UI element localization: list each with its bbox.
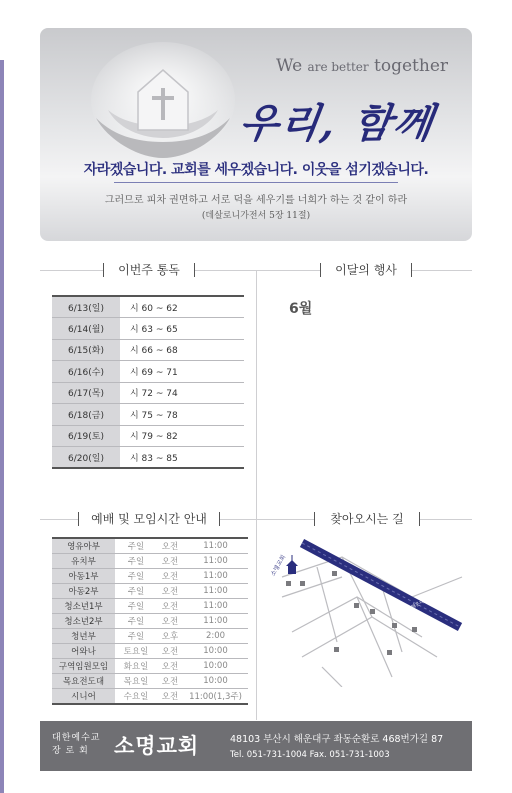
table-row (52, 447, 244, 469)
reading-day: 6/19(토) (52, 425, 120, 447)
worship-day: 수요일 (115, 689, 157, 704)
worship-dept: 유치부 (52, 553, 115, 568)
worship-time: 11:00 (183, 538, 248, 553)
worship-dept: 시니어 (52, 689, 115, 704)
worship-ampm: 오전 (157, 538, 183, 553)
denomination-line-2: 장 로 회 (52, 746, 89, 756)
worship-time: 11:00 (183, 613, 248, 628)
worship-day: 주일 (115, 613, 157, 628)
worship-day: 화요일 (115, 659, 157, 674)
worship-time: 10:00 (183, 674, 248, 689)
worship-day: 토요일 (115, 644, 157, 659)
directions-map (262, 537, 470, 687)
reading-table (52, 295, 244, 469)
table-row (52, 425, 244, 447)
table-row (52, 613, 248, 628)
slogan-middle: are better (307, 60, 369, 74)
reading-day: 6/17(목) (52, 382, 120, 404)
reading-day: 6/16(수) (52, 361, 120, 383)
table-row (52, 644, 248, 659)
worship-dept: 구역임원모임 (52, 659, 115, 674)
church-map-label: 소명교회 (269, 553, 288, 578)
worship-day: 주일 (115, 583, 157, 598)
table-row (52, 318, 244, 340)
reading-psalm: 시 83 ~ 85 (120, 447, 244, 469)
table-row (52, 553, 248, 568)
worship-dept: 청년부 (52, 629, 115, 644)
reading-day: 6/18(금) (52, 404, 120, 426)
worship-ampm: 오전 (157, 568, 183, 583)
worship-day: 주일 (115, 568, 157, 583)
worship-day: 주일 (115, 598, 157, 613)
table-row (52, 583, 248, 598)
events-month: 6월 (289, 301, 313, 317)
worship-ampm: 오전 (157, 644, 183, 659)
table-row (52, 689, 248, 704)
slogan-together: together (374, 56, 449, 76)
worship-dept: 어와나 (52, 644, 115, 659)
reading-day: 6/14(월) (52, 318, 120, 340)
reading-psalm: 시 69 ~ 71 (120, 361, 244, 383)
table-row (52, 674, 248, 689)
table-row (52, 296, 244, 318)
worship-day: 주일 (115, 629, 157, 644)
worship-day: 주일 (115, 538, 157, 553)
reading-psalm: 시 63 ~ 65 (120, 318, 244, 340)
reading-day: 6/15(화) (52, 339, 120, 361)
left-accent-stripe (0, 60, 4, 793)
worship-day: 목요일 (115, 674, 157, 689)
worship-time: 11:00 (183, 553, 248, 568)
worship-time: 11:00 (183, 583, 248, 598)
worship-dept: 아동1부 (52, 568, 115, 583)
worship-ampm: 오후 (157, 629, 183, 644)
vision-statement: 자라겠습니다. 교회를 세우겠습니다. 이웃을 섬기겠습니다. (83, 162, 429, 178)
worship-ampm: 오전 (157, 674, 183, 689)
worship-ampm: 오전 (157, 613, 183, 628)
table-row (52, 361, 244, 383)
table-row (52, 629, 248, 644)
reading-psalm: 시 75 ~ 78 (120, 404, 244, 426)
denomination (52, 732, 100, 758)
table-row (52, 382, 244, 404)
road-map-label: 해운대로 468번가길 (410, 584, 453, 611)
worship-day: 주일 (115, 553, 157, 568)
table-row (52, 598, 248, 613)
worship-ampm: 오전 (157, 553, 183, 568)
church-location-icon (286, 555, 298, 574)
reading-psalm: 시 66 ~ 68 (120, 339, 244, 361)
calligraphy-title: 우리, 함께 (236, 100, 438, 147)
worship-table (52, 537, 248, 705)
worship-time: 11:00(1,3주) (183, 689, 248, 704)
worship-dept: 청소년2부 (52, 613, 115, 628)
divider-vertical (256, 270, 257, 720)
reading-day: 6/20(일) (52, 447, 120, 469)
table-row (52, 568, 248, 583)
denomination-line-1: 대한예수교 (52, 733, 101, 743)
hands-holding-house-icon (88, 40, 238, 166)
table-row (52, 659, 248, 674)
church-address: 48103 부산시 해운대구 좌동순환로 468번가길 87 (230, 734, 444, 745)
worship-ampm: 오전 (157, 598, 183, 613)
worship-time: 10:00 (183, 659, 248, 674)
table-row (52, 404, 244, 426)
worship-dept: 목요전도대 (52, 674, 115, 689)
reading-psalm: 시 72 ~ 74 (120, 382, 244, 404)
events-section-title: 이달의 행사 (320, 260, 412, 280)
directions-section-title: 찾아오시는 길 (314, 509, 420, 529)
worship-time: 10:00 (183, 644, 248, 659)
worship-time: 11:00 (183, 598, 248, 613)
worship-section-title: 예배 및 모임시간 안내 (78, 509, 220, 529)
church-name: 소명교회 (114, 734, 200, 758)
table-row (52, 339, 244, 361)
worship-ampm: 오전 (157, 689, 183, 704)
bible-verse: 그러므로 피차 권면하고 서로 덕을 세우기를 너희가 하는 것 같이 하라 (104, 195, 408, 206)
header-banner (40, 28, 472, 241)
worship-dept: 영유아부 (52, 538, 115, 553)
slogan (262, 56, 462, 76)
worship-time: 2:00 (183, 629, 248, 644)
worship-dept: 청소년1부 (52, 598, 115, 613)
slogan-we: We (275, 56, 303, 76)
worship-dept: 아동2부 (52, 583, 115, 598)
worship-time: 11:00 (183, 568, 248, 583)
footer-bar (40, 721, 472, 771)
vision-underline (114, 182, 398, 183)
reading-day: 6/13(일) (52, 296, 120, 318)
bible-verse-reference: (데살로니가전서 5장 11절) (201, 211, 311, 221)
worship-ampm: 오전 (157, 583, 183, 598)
church-contact: Tel. 051-731-1004 Fax. 051-731-1003 (230, 750, 390, 760)
reading-section-title: 이번주 통독 (103, 260, 195, 280)
worship-ampm: 오전 (157, 659, 183, 674)
table-row (52, 538, 248, 553)
reading-psalm: 시 60 ~ 62 (120, 296, 244, 318)
reading-psalm: 시 79 ~ 82 (120, 425, 244, 447)
